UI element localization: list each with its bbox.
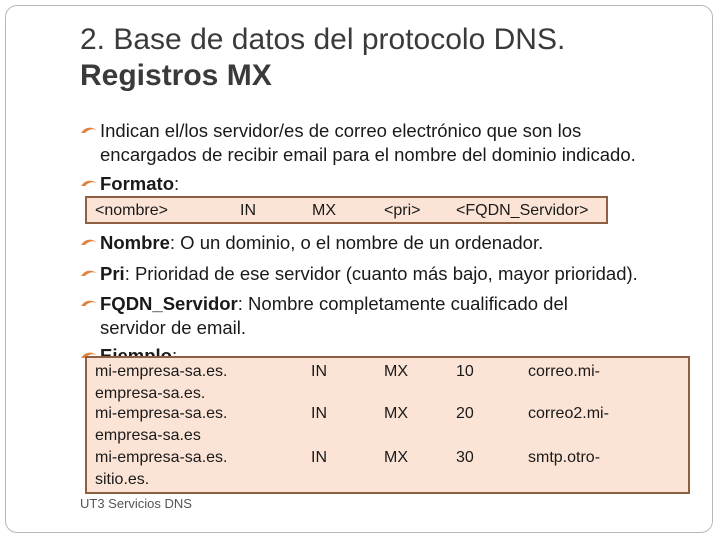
example-row-3-class: IN [311,449,327,466]
slide-title [80,22,700,94]
example-row-3-name-line-2: sitio.es. [95,471,150,488]
curved-arrow-bullet-icon [80,262,99,286]
title-line-2: Registros MX [80,59,272,92]
curved-arrow-bullet-icon [80,292,99,316]
example-row-2-name [95,403,227,447]
example-row-1-name-line-2: empresa-sa.es. [95,385,206,402]
example-box [85,356,690,494]
bullet-1-line-2: encargados de recibir email para el nombre del dominio indicado. [100,144,636,165]
bullet-4-rest: : Prioridad de ese servidor (cuanto más bajo, mayor prioridad). [124,263,638,284]
bullet-indican [80,119,700,167]
example-row-1-class: IN [311,363,327,380]
example-row-1-name-line-1: mi-empresa-sa.es. [95,363,228,380]
example-row-2-name-line-1: mi-empresa-sa.es. [95,405,228,422]
format-mx: MX [312,202,336,219]
example-row-1-name [95,361,227,405]
bullet-fqdn [80,292,700,340]
bullet-2-term: Formato [100,173,174,194]
bullet-pri [80,262,700,286]
example-row-2-type: MX [384,405,408,422]
example-row-3-name [95,447,227,491]
example-row-3-type: MX [384,449,408,466]
example-row-2-name-line-2: empresa-sa.es [95,427,201,444]
bullet-5-term: FQDN_Servidor [100,293,238,314]
bullet-5-line-2: servidor de email. [100,317,247,338]
example-row-3-name-line-1: mi-empresa-sa.es. [95,449,228,466]
curved-arrow-bullet-icon [80,172,99,196]
bullet-3-rest: : O un dominio, o el nombre de un ordenador. [169,232,544,253]
example-row-3-server: smtp.otro- [528,449,601,466]
format-pri: <pri> [384,202,421,219]
example-row-2-class: IN [311,405,327,422]
bullet-1-line-1: Indican el/los servidor/es de correo electrónico que son los [100,120,582,141]
bullet-4-term: Pri [100,263,125,284]
example-row-1-server: correo.mi- [528,363,601,380]
example-row-3-pri: 30 [456,449,474,466]
title-line-1: 2. Base de datos del protocolo DNS. [80,23,566,56]
example-row-2-server: correo2.mi- [528,405,609,422]
format-box [85,196,608,224]
example-row-1-type: MX [384,363,408,380]
format-nombre: <nombre> [95,202,168,219]
bullet-5-rest: : Nombre completamente cualificado del [237,293,568,314]
bullet-formato [80,172,700,196]
bullet-2-rest: : [174,173,180,194]
example-row-1-pri: 10 [456,363,474,380]
slide-footer: UT3 Servicios DNS [80,496,192,511]
curved-arrow-bullet-icon [80,119,99,143]
curved-arrow-bullet-icon [80,231,99,255]
format-fqdn: <FQDN_Servidor> [456,202,589,219]
bullet-nombre [80,231,700,255]
bullet-3-term: Nombre [100,232,170,253]
format-in: IN [240,202,256,219]
example-row-2-pri: 20 [456,405,474,422]
